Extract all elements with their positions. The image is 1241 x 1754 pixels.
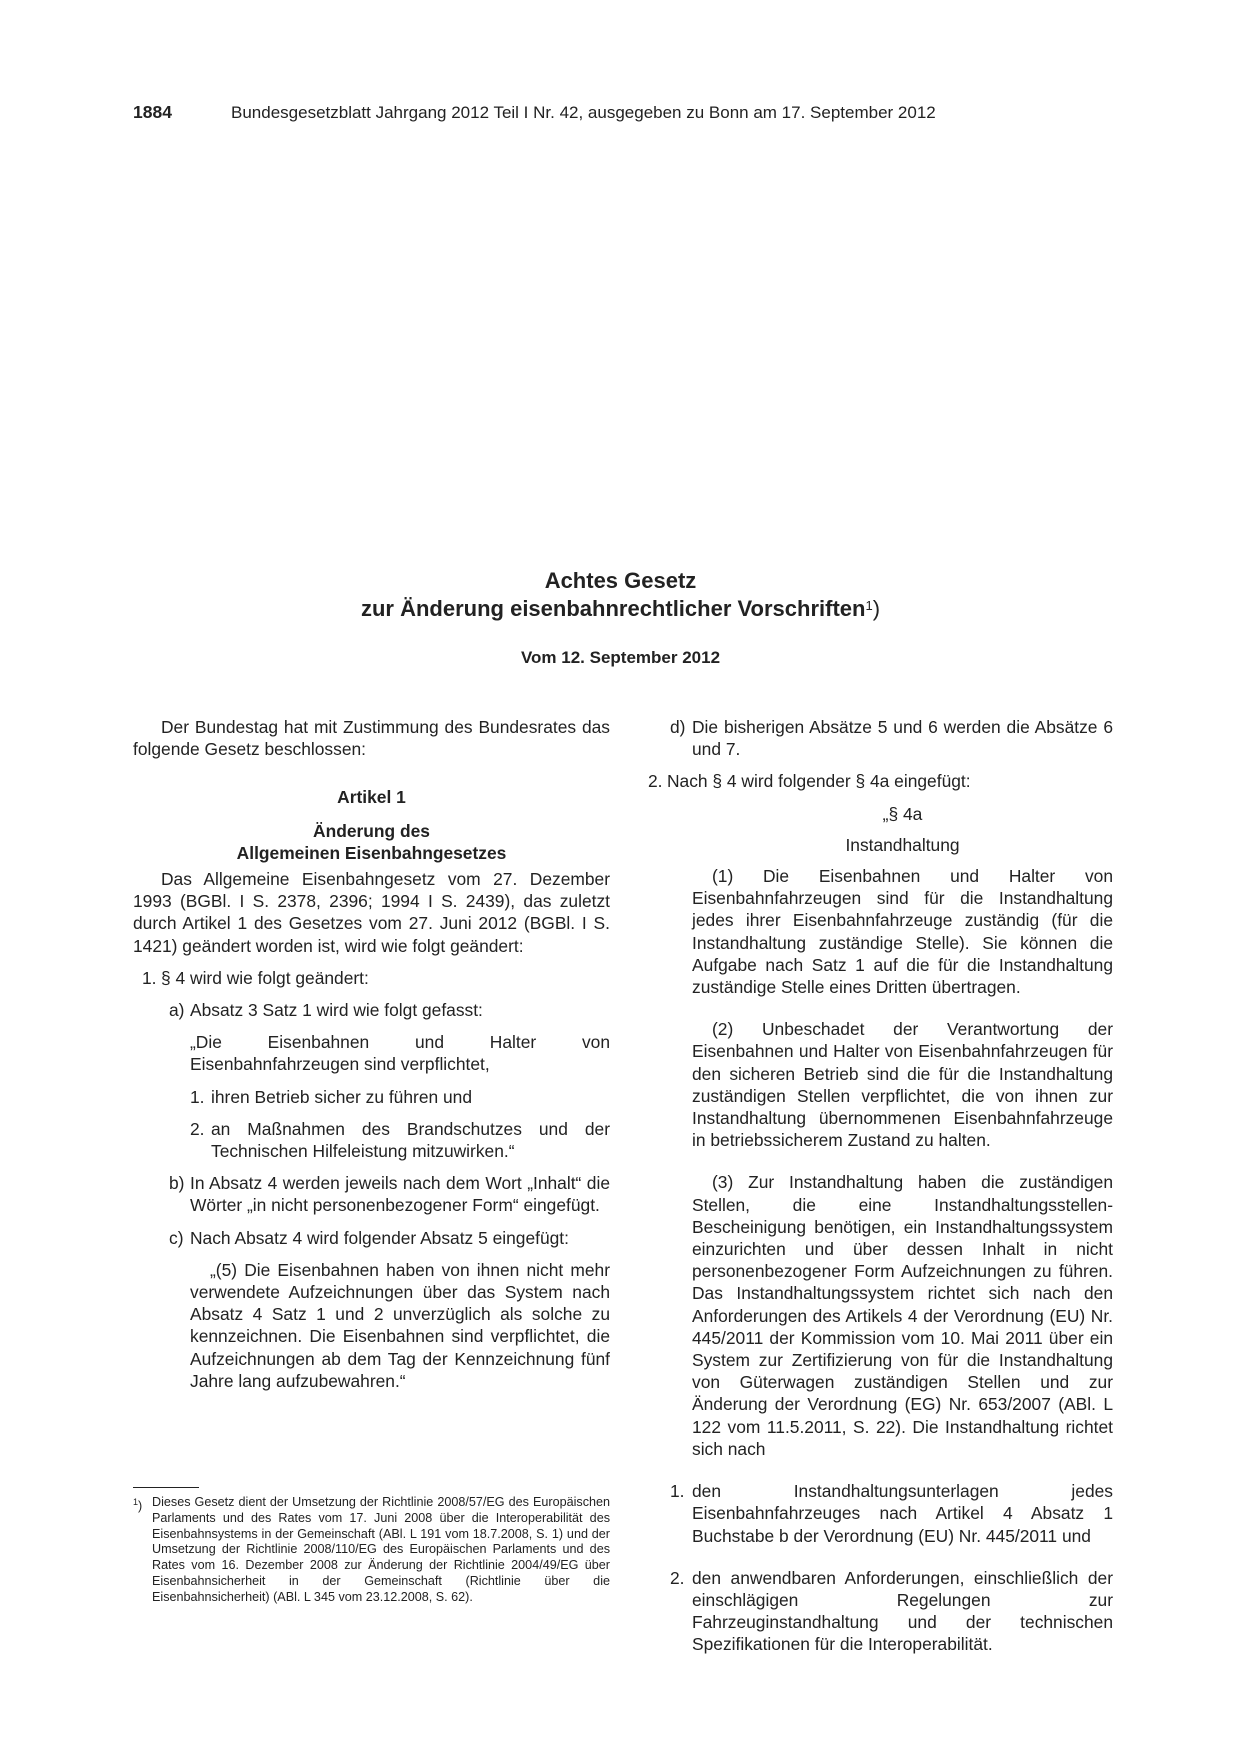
- item-text: Nach § 4 wird folgender § 4a eingefügt:: [667, 771, 971, 792]
- section-paragraph-3: (3) Zur Instandhaltung haben die zuständigen Stellen, die eine Instandhaltungsstellen-Bescheinigung benötigen, ein Instandhaltungssystem einzurichten und über dessen Inhalt in nicht personenbezogener Form Aufzeichnungen zu führen. Das Instandhaltungssystem richtet sich nach den Anforderungen des Artikels 4 der Verordnung (EU) Nr. 445/2011 der Kommission vom 10. Mai 2011 über ein System zur Zertifizierung von für die Instandhaltung von Güterwagen zuständigen Stellen und zur Änderung der Verordnung (EG) Nr. 653/2007 (ABl. L 122 vom 11.5.2011, S. 22). Die Instandhaltung richtet sich nach: [692, 1172, 1113, 1459]
- running-title: Bundesgesetzblatt Jahrgang 2012 Teil I Nr. 42, ausgegeben zu Bonn am 17. September 2012: [231, 103, 936, 122]
- list-item: [640, 716, 1113, 760]
- article-paragraph: Das Allgemeine Eisenbahngesetz vom 27. Dezember 1993 (BGBl. I S. 2378, 2396; 1994 I S. 2439), das zuletzt durch Artikel 1 des Gesetzes vom 27. Juni 2012 (BGBl. I S. 1421) geändert worden ist, wird wie folgt geändert:: [133, 869, 610, 956]
- item-text: ihren Betrieb sicher zu führen und: [211, 1086, 473, 1107]
- item-text: den anwendbaren Anforderungen, einschließlich der einschlägigen Regelungen zur Fahrzeuginstandhaltung und der technischen Spezifikationen für die Interoperabilität.: [692, 1567, 1113, 1655]
- list-item: [133, 1118, 610, 1162]
- item-letter: b): [169, 1173, 185, 1194]
- footnote-mark: $^1$): [133, 1497, 143, 1514]
- item-number: 1.: [190, 1086, 205, 1107]
- list-item: [640, 1567, 1113, 1656]
- item-number: 1.: [142, 967, 157, 988]
- footnote-item: [133, 1495, 610, 1606]
- article-title-line-1: Änderung des: [313, 820, 430, 841]
- section-paragraph-2: (2) Unbeschadet der Verantwortung der Eisenbahnen und Halter von Eisenbahnfahrzeugen für den sicheren Betrieb sind die für die Instandhaltung zuständigen Stellen verpflichtet, die von ihnen zur Instandhaltung übernommenen Eisenbahnfahrzeuge in betriebssicherem Zustand zu halten.: [692, 1019, 1113, 1151]
- list-item: [640, 1480, 1113, 1547]
- item-letter: d): [670, 717, 686, 737]
- footnote-separator: [133, 1487, 199, 1488]
- item-letter: c): [169, 1227, 184, 1248]
- list-item: [133, 1172, 610, 1216]
- item-text: In Absatz 4 werden jeweils nach dem Wort „Inhalt“ die Wörter „in nicht personenbezogener Form“ eingefügt.: [190, 1173, 610, 1216]
- section-paragraph-1: (1) Die Eisenbahnen und Halter von Eisenbahnfahrzeugen sind für die Instandhaltung jedes ihrer Eisenbahnfahrzeuge zuständig (für die Instandhaltung zuständige Stelle). Sie können die Aufgabe nach Satz 1 auf die für die Instandhaltung zuständige Stelle eines Dritten übertragen.: [692, 866, 1113, 998]
- title-footnote-mark: 1: [865, 598, 873, 613]
- item-number: 2.: [670, 1567, 685, 1588]
- item-text: den Instandhaltungsunterlagen jedes Eisenbahnfahrzeuges nach Artikel 4 Absatz 1 Buchstabe b der Verordnung (EU) Nr. 445/2011 und: [692, 1481, 1113, 1546]
- article-heading: Artikel 1: [337, 787, 406, 808]
- page-number: 1884: [133, 102, 172, 122]
- quoted-paragraph: „(5) Die Eisenbahnen haben von ihnen nicht mehr verwendete Aufzeichnungen über das System nach Absatz 4 Satz 1 und 2 unverzüglich als solche zu kennzeichnen. Die Eisenbahnen sind verpflichtet, die Aufzeichnungen ab dem Tag der Kennzeichnung fünf Jahre lang aufzubewahren.“: [190, 1259, 610, 1391]
- list-item: [133, 1227, 610, 1249]
- item-text: Absatz 3 Satz 1 wird wie folgt gefasst:: [190, 1000, 483, 1021]
- section-title: Instandhaltung: [845, 834, 960, 855]
- item-text: an Maßnahmen des Brandschutzes und der Technischen Hilfeleistung mitzuwirken.“: [211, 1118, 610, 1162]
- item-number: 1.: [670, 1481, 685, 1502]
- running-header: [133, 102, 936, 123]
- law-title-line-1: Achtes Gesetz: [544, 568, 697, 593]
- intro-paragraph: Der Bundestag hat mit Zustimmung des Bundesrates das folgende Gesetz beschlossen:: [133, 717, 610, 760]
- quoted-text: „Die Eisenbahnen und Halter von Eisenbahnfahrzeugen sind verpflichtet,: [190, 1032, 610, 1075]
- list-item: [133, 967, 610, 989]
- item-text: Nach Absatz 4 wird folgender Absatz 5 eingefügt:: [190, 1227, 569, 1248]
- law-date: Vom 12. September 2012: [520, 648, 721, 667]
- footnote: [133, 1495, 610, 1606]
- item-number: 2.: [190, 1118, 205, 1139]
- item-number: 2.: [648, 771, 663, 792]
- law-title-text: zur Änderung eisenbahnrechtlicher Vorschriften: [360, 596, 866, 621]
- right-column: [640, 716, 1113, 1656]
- section-number: „§ 4a: [882, 803, 923, 824]
- article-title-line-2: Allgemeinen Eisenbahngesetzes: [236, 842, 507, 863]
- item-letter: a): [169, 1000, 185, 1021]
- item-text: Die bisherigen Absätze 5 und 6 werden die Absätze 6 und 7.: [692, 717, 1113, 760]
- item-text: § 4 wird wie folgt geändert:: [161, 967, 369, 988]
- law-title-line-2: zur Änderung eisenbahnrechtlicher Vorschriften$^1$): [360, 596, 881, 621]
- list-item: [640, 770, 1113, 792]
- list-item: [133, 1086, 610, 1108]
- footnote-text: Dieses Gesetz dient der Umsetzung der Richtlinie 2008/57/EG des Europäischen Parlaments und des Rates vom 17. Juni 2008 über die Interoperabilität des Eisenbahnsystems in der Gemeinschaft (ABl. L 191 vom 18.7.2008, S. 1) und der Umsetzung der Richtlinie 2008/110/EG des Europäischen Parlaments und des Rates vom 16. Dezember 2008 zur Änderung der Richtlinie 2004/49/EG über Eisenbahnsicherheit in der Gemeinschaft (Richtlinie über die Eisenbahnsicherheit) (ABl. L 345 vom 23.12.2008, S. 62).: [152, 1495, 610, 1604]
- left-column: [133, 716, 610, 1392]
- list-item: [133, 999, 610, 1021]
